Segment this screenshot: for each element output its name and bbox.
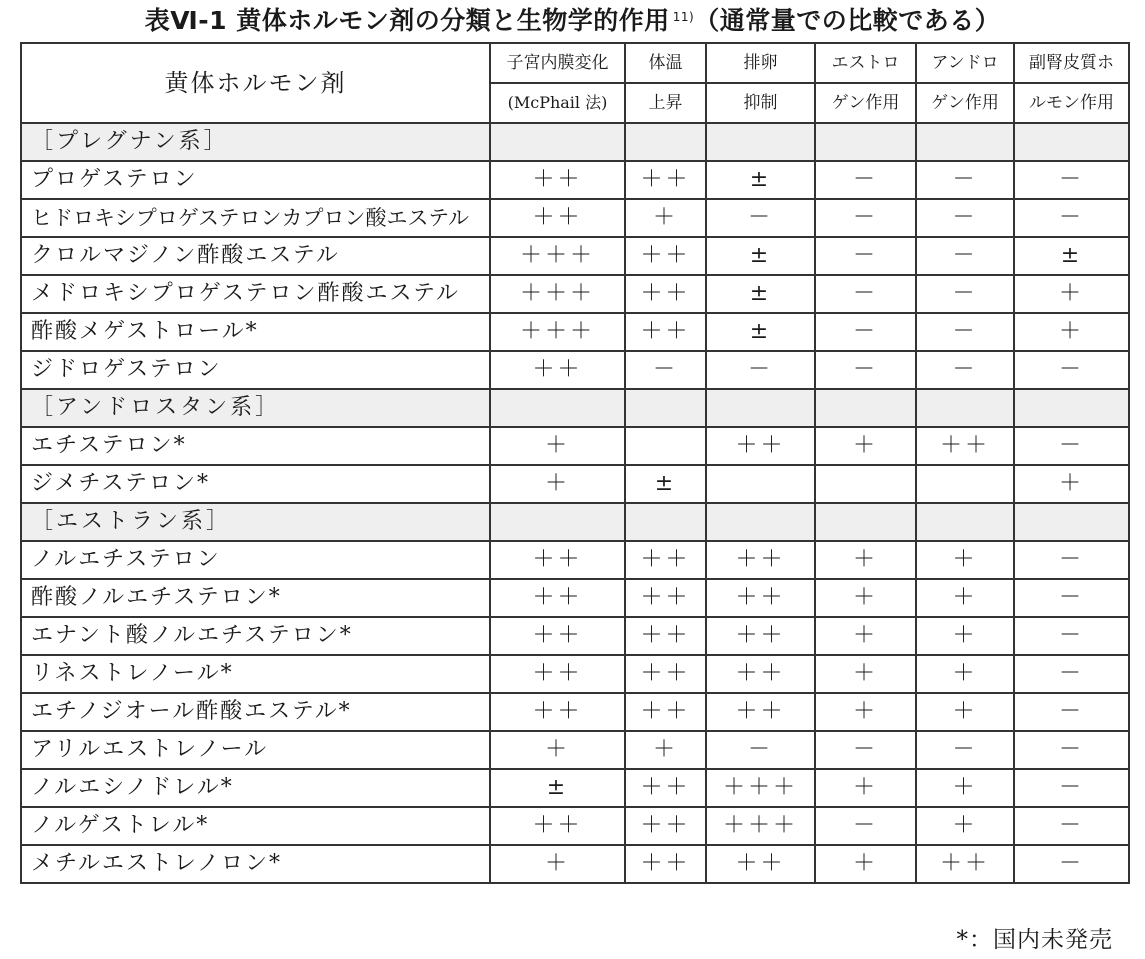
effect-cell: ＋	[1014, 275, 1129, 313]
effect-cell: ＋＋	[625, 655, 706, 693]
header-androgen-sub: ゲン作用	[916, 83, 1014, 123]
drug-name: 酢酸メゲストロール*	[21, 313, 490, 351]
drug-name: ジドロゲステロン	[21, 351, 490, 389]
empty-cell	[706, 123, 815, 161]
effect-cell: －	[706, 351, 815, 389]
effect-cell: －	[815, 313, 916, 351]
drug-name: ノルエシノドレル*	[21, 769, 490, 807]
effect-cell: ＋	[815, 655, 916, 693]
effect-cell: ＋＋	[706, 617, 815, 655]
header-endometrium: 子宮内膜変化	[490, 43, 625, 83]
effect-cell: ＋＋＋	[490, 275, 625, 313]
drug-name: クロルマジノン酢酸エステル	[21, 237, 490, 275]
effect-cell: ＋＋	[916, 427, 1014, 465]
effect-cell: ＋＋	[490, 541, 625, 579]
effect-cell: ＋	[916, 769, 1014, 807]
header-endometrium-sub: (McPhail 法)	[490, 83, 625, 123]
effect-cell: －	[1014, 427, 1129, 465]
effect-cell: ＋＋	[490, 199, 625, 237]
group-row	[21, 123, 1129, 161]
empty-cell	[490, 503, 625, 541]
empty-cell	[706, 503, 815, 541]
table-row	[21, 579, 1129, 617]
table-row	[21, 541, 1129, 579]
effect-cell: ＋＋	[706, 427, 815, 465]
table-row	[21, 465, 1129, 503]
table-row	[21, 161, 1129, 199]
effect-cell: ＋＋	[490, 693, 625, 731]
drug-name: エチノジオール酢酸エステル*	[21, 693, 490, 731]
empty-cell	[625, 503, 706, 541]
effect-cell: －	[916, 199, 1014, 237]
effect-cell: ＋＋	[625, 769, 706, 807]
empty-cell	[815, 503, 916, 541]
header-ovulation: 排卵	[706, 43, 815, 83]
effect-cell: ＋＋＋	[706, 769, 815, 807]
header-estrogen-sub: ゲン作用	[815, 83, 916, 123]
drug-name: メドロキシプロゲステロン酢酸エステル	[21, 275, 490, 313]
empty-cell	[625, 123, 706, 161]
effect-cell: －	[1014, 161, 1129, 199]
header-androgen: アンドロ	[916, 43, 1014, 83]
effect-cell: ＋＋	[625, 541, 706, 579]
effect-cell: ±	[706, 161, 815, 199]
effect-cell: －	[815, 731, 916, 769]
table-row	[21, 845, 1129, 883]
empty-cell	[625, 389, 706, 427]
effect-cell: －	[815, 237, 916, 275]
effect-cell: －	[916, 161, 1014, 199]
drug-name: ノルエチステロン	[21, 541, 490, 579]
header-temperature: 体温	[625, 43, 706, 83]
drug-name: ヒドロキシプロゲステロンカプロン酸エステル	[21, 199, 490, 237]
effect-cell: －	[706, 199, 815, 237]
effect-cell: ±	[706, 237, 815, 275]
empty-cell	[1014, 503, 1129, 541]
effect-cell: －	[1014, 769, 1129, 807]
effect-cell: ＋＋	[625, 313, 706, 351]
header-corticoid: 副腎皮質ホ	[1014, 43, 1129, 83]
effect-cell: ＋＋	[490, 351, 625, 389]
effect-cell: ＋	[916, 541, 1014, 579]
table-title	[0, 4, 1145, 38]
effect-cell: ＋＋	[916, 845, 1014, 883]
effect-cell: －	[916, 313, 1014, 351]
table-row	[21, 693, 1129, 731]
effect-cell: ＋＋	[706, 693, 815, 731]
empty-cell	[706, 389, 815, 427]
effect-cell: －	[625, 351, 706, 389]
effect-cell: ±	[625, 465, 706, 503]
effect-cell: －	[916, 351, 1014, 389]
table-row	[21, 351, 1129, 389]
drug-name: ノルゲストレル*	[21, 807, 490, 845]
effect-cell: ＋＋	[706, 845, 815, 883]
effect-cell: ＋＋	[625, 693, 706, 731]
group-row	[21, 503, 1129, 541]
effect-cell: ±	[706, 275, 815, 313]
empty-cell	[916, 123, 1014, 161]
effect-cell: ＋	[1014, 313, 1129, 351]
effect-cell: ＋	[916, 617, 1014, 655]
empty-cell	[815, 389, 916, 427]
effect-cell: ＋＋＋	[490, 237, 625, 275]
effect-cell: ＋＋	[625, 617, 706, 655]
effect-cell: ±	[490, 769, 625, 807]
effect-cell: －	[815, 351, 916, 389]
table-row	[21, 275, 1129, 313]
footnote: *：国内未発売	[956, 927, 1113, 953]
effect-cell: ＋＋	[625, 237, 706, 275]
header-ovulation-sub: 抑制	[706, 83, 815, 123]
effect-cell: －	[1014, 199, 1129, 237]
table-row	[21, 313, 1129, 351]
effect-cell: －	[706, 731, 815, 769]
effect-cell: ＋＋	[625, 845, 706, 883]
drug-name: メチルエストレノロン*	[21, 845, 490, 883]
header-temperature-sub: 上昇	[625, 83, 706, 123]
effect-cell: ＋	[815, 845, 916, 883]
effect-cell: －	[815, 199, 916, 237]
effect-cell: ＋	[490, 845, 625, 883]
effect-cell	[916, 465, 1014, 503]
effect-cell: ＋＋	[490, 579, 625, 617]
empty-cell	[1014, 123, 1129, 161]
table-body	[21, 123, 1129, 883]
table-row	[21, 807, 1129, 845]
drug-name: 酢酸ノルエチステロン*	[21, 579, 490, 617]
effect-cell: －	[1014, 579, 1129, 617]
title-reference: 11)	[672, 10, 695, 24]
effect-cell: －	[916, 731, 1014, 769]
effect-cell: ＋＋	[706, 655, 815, 693]
effect-cell: ＋	[815, 579, 916, 617]
effect-cell: ＋＋	[490, 807, 625, 845]
table-row	[21, 617, 1129, 655]
effect-cell: ＋	[815, 617, 916, 655]
effect-cell: ＋	[625, 199, 706, 237]
group-label: ［エストラン系］	[21, 503, 490, 541]
empty-cell	[916, 503, 1014, 541]
effect-cell: －	[815, 275, 916, 313]
effect-cell: ＋＋	[490, 161, 625, 199]
effect-cell: －	[1014, 655, 1129, 693]
effect-cell: －	[916, 275, 1014, 313]
effect-cell: ＋	[916, 655, 1014, 693]
header-corticoid-sub: ルモン作用	[1014, 83, 1129, 123]
empty-cell	[490, 389, 625, 427]
table-row	[21, 427, 1129, 465]
effect-cell: －	[815, 161, 916, 199]
title-text: 表Ⅵ-1 黄体ホルモン剤の分類と生物学的作用	[144, 6, 670, 35]
effect-cell: －	[815, 807, 916, 845]
effect-cell: －	[1014, 351, 1129, 389]
effect-cell: ＋	[815, 769, 916, 807]
effect-cell: ＋	[625, 731, 706, 769]
drug-name: アリルエストレノール	[21, 731, 490, 769]
effect-cell: ＋＋	[625, 579, 706, 617]
drug-name: ジメチステロン*	[21, 465, 490, 503]
table-row	[21, 731, 1129, 769]
effect-cell: ＋	[1014, 465, 1129, 503]
effect-cell: ＋＋＋	[490, 313, 625, 351]
effect-cell: ＋	[815, 693, 916, 731]
effect-cell: －	[1014, 541, 1129, 579]
effect-cell: ＋＋＋	[706, 807, 815, 845]
effect-cell: ＋＋	[490, 655, 625, 693]
effect-cell: －	[1014, 617, 1129, 655]
empty-cell	[916, 389, 1014, 427]
effect-cell: ＋＋	[625, 275, 706, 313]
drug-name: プロゲステロン	[21, 161, 490, 199]
table-row	[21, 769, 1129, 807]
header-estrogen: エストロ	[815, 43, 916, 83]
title-suffix: （通常量での比較である）	[694, 6, 1001, 35]
effect-cell: ±	[1014, 237, 1129, 275]
header-drug: 黄体ホルモン剤	[21, 43, 490, 123]
effect-cell: －	[1014, 693, 1129, 731]
effect-cell: ＋＋	[706, 541, 815, 579]
group-label: ［アンドロスタン系］	[21, 389, 490, 427]
effect-cell: －	[1014, 845, 1129, 883]
effect-cell: ±	[706, 313, 815, 351]
effect-cell: ＋	[490, 731, 625, 769]
effect-cell: ＋	[815, 541, 916, 579]
effect-cell	[625, 427, 706, 465]
effect-cell: ＋＋	[706, 579, 815, 617]
empty-cell	[490, 123, 625, 161]
drug-name: リネストレノール*	[21, 655, 490, 693]
effect-cell: ＋	[916, 807, 1014, 845]
effect-cell	[815, 465, 916, 503]
effect-cell: －	[1014, 807, 1129, 845]
effect-cell: ＋	[916, 693, 1014, 731]
effect-cell: ＋＋	[625, 161, 706, 199]
empty-cell	[1014, 389, 1129, 427]
drug-name: エチステロン*	[21, 427, 490, 465]
table-row	[21, 237, 1129, 275]
effect-cell: ＋	[916, 579, 1014, 617]
empty-cell	[815, 123, 916, 161]
table-row	[21, 199, 1129, 237]
effect-cell: ＋	[815, 427, 916, 465]
effect-cell: ＋	[490, 427, 625, 465]
effect-cell: －	[1014, 731, 1129, 769]
table-row	[21, 655, 1129, 693]
drug-name: エナント酸ノルエチステロン*	[21, 617, 490, 655]
group-label: ［プレグナン系］	[21, 123, 490, 161]
effect-cell	[706, 465, 815, 503]
progestin-table	[20, 42, 1130, 884]
effect-cell: －	[916, 237, 1014, 275]
effect-cell: ＋	[490, 465, 625, 503]
effect-cell: ＋＋	[490, 617, 625, 655]
group-row	[21, 389, 1129, 427]
header-row	[21, 43, 1129, 83]
effect-cell: ＋＋	[625, 807, 706, 845]
